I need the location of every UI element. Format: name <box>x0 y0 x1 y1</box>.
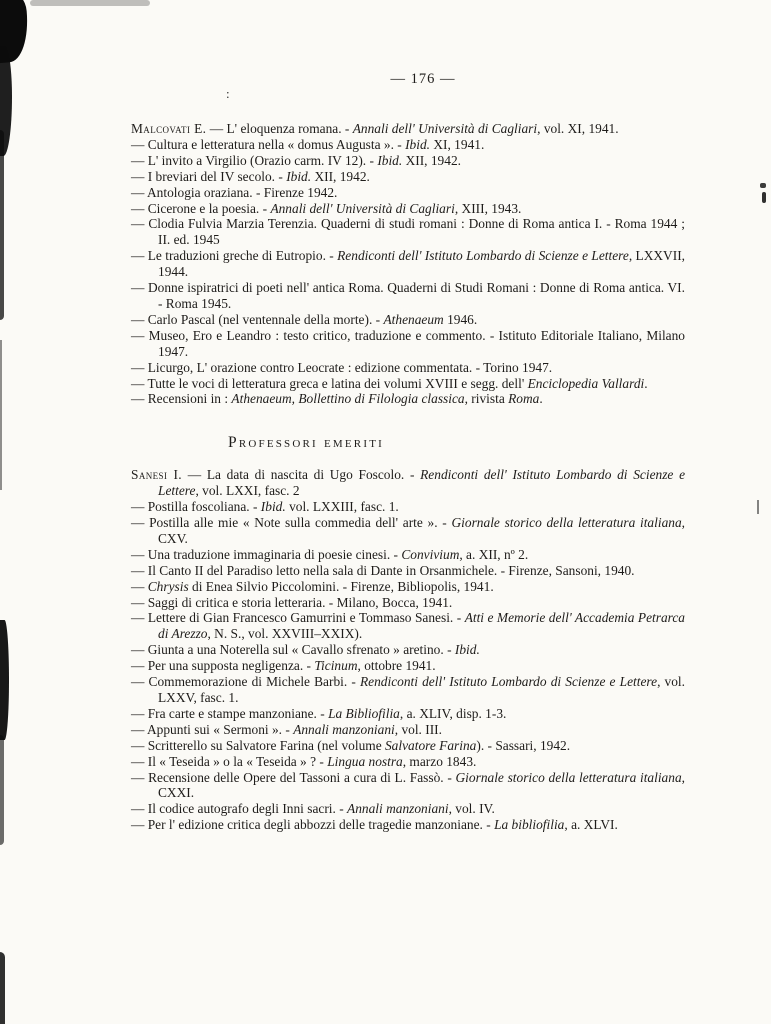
bibliography-entry <box>131 248 685 280</box>
scan-artifact-right-edge <box>762 192 766 203</box>
entry-title-italic: Athenaeum <box>383 311 444 327</box>
entry-title-italic: Annali manzoniani <box>293 721 395 737</box>
entry-text: — Fra carte e stampe manzoniane. - <box>131 705 329 721</box>
entry-title-italic: Atti e Memorie dell' Accademia Petrarca di Arezzo <box>158 610 685 642</box>
bibliography-entry <box>131 547 685 563</box>
scan-artifact-corner-blob <box>0 0 31 63</box>
entry-text: , vol. LXXI, fasc. 2 <box>195 483 300 499</box>
section-heading-professori-emeriti: Professori emeriti <box>228 434 384 452</box>
scan-artifact-left-edge <box>0 952 5 1024</box>
entry-title-italic: Ibid. <box>454 642 480 658</box>
bibliography-entry <box>131 185 685 201</box>
stray-colon-mark: : <box>226 86 230 101</box>
entry-title-italic: Rendiconti dell' Istituto Lombardo di Scienze e Lettere <box>337 248 629 264</box>
entry-text: XII, 1942. <box>311 168 370 184</box>
entry-text: , CXXI. <box>158 769 685 801</box>
bibliography-entry <box>131 360 685 376</box>
entry-title-italic: Enciclopedia Vallardi <box>527 375 645 391</box>
bibliography-entry <box>131 817 685 833</box>
bibliography-list-malcovati <box>131 121 685 407</box>
bibliography-entry <box>131 328 685 360</box>
entry-title-italic: Salvatore Farina <box>384 737 477 753</box>
bibliography-entry <box>131 201 685 217</box>
entry-title-italic: Annali dell' Università di Cagliari <box>270 200 455 216</box>
entry-text: , LXXVII, 1944. <box>158 248 685 280</box>
bibliography-entry <box>131 770 685 802</box>
entry-text: , XIII, 1943. <box>454 200 522 216</box>
entry-text: XI, 1941. <box>430 136 485 152</box>
entry-text: — Il Canto II del Paradiso letto nella sala di Dante in Orsanmichele. - Firenze, Sansoni, 1940. <box>131 562 635 578</box>
entry-text: — La data di nascita di Ugo Foscolo. - <box>182 467 421 483</box>
entry-title-italic: Roma <box>508 391 540 407</box>
entry-text: , vol. III. <box>394 721 442 737</box>
entry-text: — Donne ispiratrici di poeti nell' antica Roma. Quaderni di Studi Romani : Donne di Roma antica. VI. - Roma 1945. <box>131 280 685 311</box>
entry-title-italic: Convivium <box>401 546 460 562</box>
scan-artifact-right-edge <box>757 500 759 514</box>
entry-text: — Recensioni in : <box>131 391 232 407</box>
entry-title-italic: Annali manzoniani <box>347 801 449 817</box>
entry-text: — Licurgo, L' orazione contro Leocrate : edizione commentata. - Torino 1947. <box>131 359 553 375</box>
bibliography-entry <box>131 515 685 547</box>
entry-text: , vol. LXXV, fasc. 1. <box>158 674 686 705</box>
entry-text: — Postilla foscoliana. - <box>131 499 261 515</box>
entry-title-italic: Annali dell' Università di Cagliari <box>352 121 538 136</box>
bibliography-entry <box>131 169 685 185</box>
entry-text: — Il codice autografo degli Inni sacri. - <box>131 801 348 817</box>
scan-artifact-corner-blob2 <box>0 46 12 156</box>
entry-text: — Carlo Pascal (nel ventennale della morte). - <box>131 311 384 327</box>
bibliography-entry <box>131 738 685 754</box>
entry-text: — Clodia Fulvia Marzia Terenzia. Quaderni di studi romani : Donne di Roma antica I. - Roma 1944 ; II. ed. 1945 <box>131 216 685 248</box>
scan-artifact-right-edge <box>760 183 766 188</box>
bibliography-entry <box>131 499 685 515</box>
entry-text: — Scritterello su Salvatore Farina (nel volume <box>131 737 385 753</box>
entry-title-italic: Ibid. <box>286 168 312 184</box>
scan-artifact-left-edge <box>0 130 4 320</box>
entry-title-italic: Ibid. <box>260 499 286 515</box>
bibliography-entry <box>131 563 685 579</box>
entry-title-italic: Giornale storico della letteratura italiana <box>455 769 682 785</box>
entry-text: 1946. <box>443 311 478 327</box>
entry-text: — Postilla alle mie « Note sulla commedia dell' arte ». - <box>131 515 452 531</box>
scan-artifact-left-edge <box>0 620 9 740</box>
entry-text: XII, 1942. <box>402 152 461 168</box>
entry-text: — Lettere di Gian Francesco Gamurrini e Tommaso Sanesi. - <box>131 610 465 626</box>
scan-artifact-top-smudge <box>30 0 150 6</box>
bibliography-entry <box>131 280 685 312</box>
entry-text: . <box>539 391 543 407</box>
bibliography-entry <box>131 722 685 738</box>
entry-text: , vol. XI, 1941. <box>537 121 619 136</box>
entry-text: — Museo, Ero e Leandro : testo critico, traduzione e commento. - Istituto Editoriale Italiano, Milano 1947. <box>131 327 685 359</box>
entry-text: . <box>644 375 648 391</box>
entry-text: , marzo 1843. <box>402 753 477 769</box>
bibliography-entry <box>131 674 685 706</box>
bibliography-entry <box>131 376 685 392</box>
bibliography-entry <box>131 595 685 611</box>
bibliography-entry <box>131 801 685 817</box>
bibliography-entry <box>131 754 685 770</box>
entry-text: , N. S., vol. XXVIII–XXIX). <box>207 626 363 642</box>
entry-text: , a. XLIV, disp. 1-3. <box>399 705 507 721</box>
bibliography-entry <box>131 467 685 499</box>
entry-title-italic: Lingua nostra <box>327 753 403 769</box>
entry-text: — Cultura e letteratura nella « domus Augusta ». - <box>131 136 406 152</box>
entry-text: — L' invito a Virgilio (Orazio carm. IV 12). - <box>131 152 378 168</box>
bibliography-entry <box>131 137 685 153</box>
entry-text: — Commemorazione di Michele Barbi. - <box>131 674 360 690</box>
bibliography-entry <box>131 642 685 658</box>
entry-text: — Appunti sui « Sermoni ». - <box>131 721 294 737</box>
entry-text: di Enea Silvio Piccolomini. - Firenze, Bibliopolis, 1941. <box>188 578 494 594</box>
entry-title-italic: Ticinum <box>314 658 358 674</box>
bibliography-entry <box>131 312 685 328</box>
bibliography-entry <box>131 706 685 722</box>
entry-text: vol. LXXIII, fasc. 1. <box>285 499 399 515</box>
bibliography-entry <box>131 579 685 595</box>
bibliography-entry <box>131 153 685 169</box>
entry-text: , rivista <box>464 391 509 407</box>
entry-title-italic: Ibid. <box>405 136 430 152</box>
entry-text: — I breviari del IV secolo. - <box>131 168 287 184</box>
entry-text: , a. XLVI. <box>564 817 618 833</box>
entry-text: — Tutte le voci di letteratura greca e latina dei volumi XVIII e segg. dell' <box>131 375 528 391</box>
entry-title-italic: Athenaeum, Bollettino di Filologia classica <box>231 391 465 407</box>
scan-artifact-left-edge <box>0 735 4 845</box>
entry-text: — L' eloquenza romana. - <box>206 121 353 136</box>
entry-title-italic: La Bibliofilia <box>328 705 400 721</box>
entry-text: — Le traduzioni greche di Eutropio. - <box>131 248 338 264</box>
entry-text: — Per l' edizione critica degli abbozzi delle tragedie manzoniane. - <box>131 817 495 833</box>
entry-author-name: Sanesi I. <box>131 467 183 483</box>
entry-text: — Per una supposta negligenza. - <box>131 658 315 674</box>
entry-text: — Giunta a una Noterella sul « Cavallo sfrenato » aretino. - <box>131 642 455 658</box>
entry-text: — Antologia oraziana. - Firenze 1942. <box>131 184 338 200</box>
entry-text: — Cicerone e la poesia. - <box>131 200 271 216</box>
entry-text: — Una traduzione immaginaria di poesie cinesi. - <box>131 546 402 562</box>
entry-text: ). - Sassari, 1942. <box>476 737 571 753</box>
scan-artifact-left-edge <box>0 340 2 490</box>
bibliography-entry <box>131 391 685 407</box>
bibliography-list-sanesi <box>131 467 685 833</box>
entry-title-italic: Rendiconti dell' Istituto Lombardo di Scienze e Lettere <box>158 467 686 499</box>
bibliography-entry <box>131 658 685 674</box>
entry-title-italic: La bibliofilia <box>494 817 565 833</box>
entry-text: — Recensione delle Opere del Tassoni a cura di L. Fassò. - <box>131 769 456 785</box>
entry-title-italic: Rendiconti dell' Istituto Lombardo di Scienze e Lettere <box>359 674 658 690</box>
entry-text: — Il « Teseida » o la « Teseida » ? - <box>131 753 328 769</box>
entry-text: — Saggi di critica e storia letteraria. - Milano, Bocca, 1941. <box>131 594 453 610</box>
page-number: — 176 — <box>390 71 456 87</box>
entry-title-italic: Chrysis <box>147 578 189 594</box>
bibliography-entry <box>131 216 685 248</box>
page-content <box>131 121 685 833</box>
entry-title-italic: Giornale storico della letteratura italiana <box>451 515 682 531</box>
bibliography-entry <box>131 121 685 137</box>
entry-author-name: Malcovati E. <box>131 121 207 136</box>
entry-text: — <box>131 578 148 594</box>
bibliography-entry <box>131 610 685 642</box>
entry-text: , vol. IV. <box>448 801 495 817</box>
entry-title-italic: Ibid. <box>377 152 403 168</box>
entry-text: , ottobre 1941. <box>357 658 436 674</box>
entry-text: , CXV. <box>158 515 686 546</box>
entry-text: , a. XII, nº 2. <box>459 546 529 562</box>
